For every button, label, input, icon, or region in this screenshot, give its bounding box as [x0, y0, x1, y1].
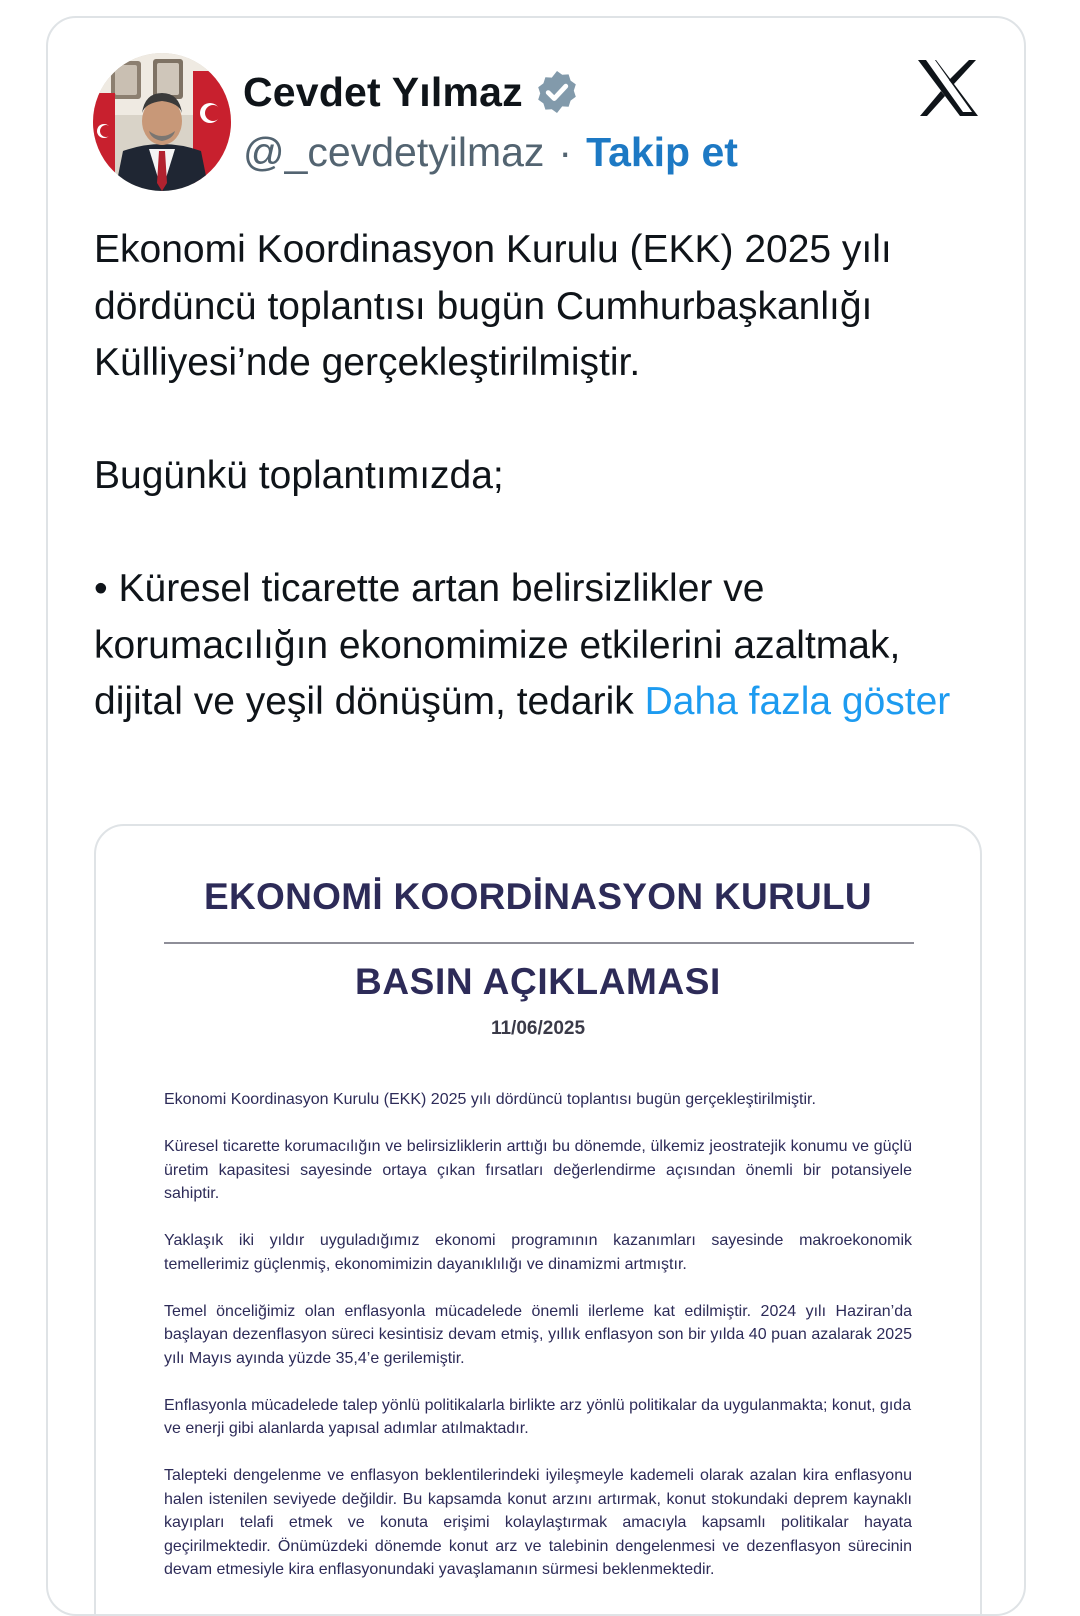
document-paragraph: Küresel ticarette korumacılığın ve belirsizliklerin arttığı bu dönemde, ülkemiz jeostratejik konumu ve güçlü üretim kapasitesi sayesinde ortaya çıkan fırsatları değerlendirme açısından önemli bir potansiyele sahiptir. — [164, 1138, 912, 1202]
document-paragraph: Temel önceliğimiz olan enflasyonla mücadelede önemli ilerleme kat edilmiştir. 2024 yılı Haziran’da başlayan dezenflasyon süreci kesintisiz devam etmiş, yıllık enflasyon son bir yılda 40 puan azalarak 2025 yılı Mayıs ayında yüzde 35,4’e gerilemiştir. — [164, 1302, 912, 1367]
tweet-media-image[interactable] — [94, 824, 982, 1616]
tweet-text — [94, 222, 994, 731]
verified-badge-icon — [533, 68, 581, 116]
document-body — [164, 1088, 912, 1605]
author-handle[interactable]: @_cevdetyilmaz — [243, 128, 545, 175]
follow-button[interactable]: Takip et — [586, 128, 738, 175]
document-title: EKONOMİ KOORDİNASYON KURULU — [204, 876, 872, 917]
tweet-card[interactable] — [46, 16, 1026, 1616]
document-paragraph: Enflasyonla mücadelede talep yönlü politikalarla birlikte arz yönlü politikalar da uygulanmakta; konut, gıda ve enerji gibi alanlarda yapısal adımlar atılmaktadır. — [164, 1396, 912, 1437]
author-name[interactable]: Cevdet Yılmaz — [243, 68, 523, 115]
avatar-image — [93, 53, 231, 191]
document-date: 11/06/2025 — [490, 1018, 586, 1039]
document-paragraph: Yaklaşık iki yıldır uyguladığımız ekonomi programının kazanımları sayesinde makroekonomik temellerimiz güçlenmiş, ekonomimizin dayanıklılığı ve dinamizmi artmıştır. — [164, 1232, 912, 1273]
separator-dot: · — [558, 128, 573, 175]
author-name-row — [243, 66, 581, 118]
tweet-body: Ekonomi Koordinasyon Kurulu (EKK) 2025 yılı dördüncü toplantısı bugün Cumhurbaşkanlığı Külliyesi’nde gerçekleştirilmiştir. Bugünkü toplantımızda; • Küresel ticarette artan belirsizlikler ve korumacılığın ekonomimize etkilerini azaltmak, dijital ve yeşil dönüşüm, tedarik — [94, 228, 901, 723]
x-logo-icon[interactable] — [916, 58, 980, 118]
document-divider — [164, 942, 914, 944]
avatar[interactable] — [93, 53, 231, 191]
document-paragraph: Talepteki dengelenme ve enflasyon beklentilerindeki iyileşmeyle kademeli olarak azalan kira enflasyonu halen istenilen seviyede değildir. Bu kapsamda konut arzını artırmak, konut stokundaki deprem kaynaklı kayıpları telafi etmek ve konuta erişimi kolaylaştırmak amacıyla kapsamlı politikalar hayata geçirilmektedir. Önümüzdeki dönemde konut arz ve talebinin dengelenmesi ve dezenflasyon sürecinin devam etmesiyle kira enflasyonundaki yavaşlamanın sürmesi beklenmektedir. — [164, 1467, 912, 1578]
document-paragraph: Ekonomi Koordinasyon Kurulu (EKK) 2025 yılı dördüncü toplantısı bugün gerçekleştirilmiştir. — [164, 1091, 816, 1108]
show-more-link[interactable]: Daha fazla göster — [644, 680, 951, 723]
document-subtitle: BASIN AÇIKLAMASI — [355, 961, 721, 1002]
author-handle-row — [243, 124, 738, 180]
